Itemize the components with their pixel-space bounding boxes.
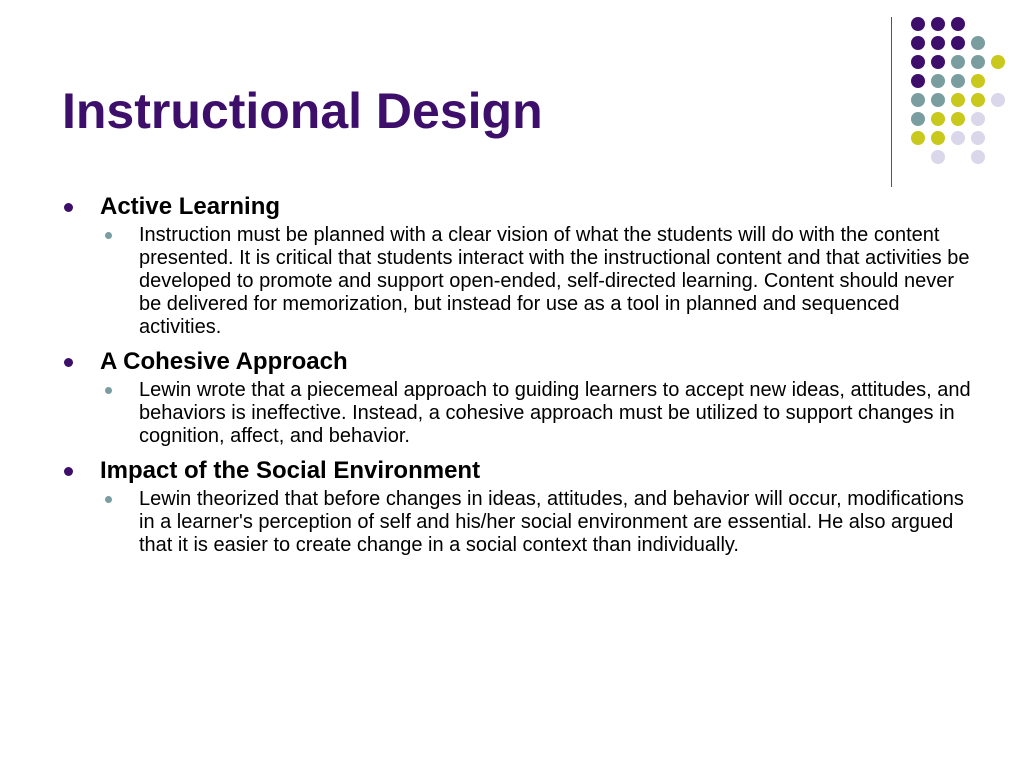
level1-bullet-icon xyxy=(64,358,73,367)
decorative-dot xyxy=(951,55,965,69)
level2-bullet-icon xyxy=(105,387,112,394)
decorative-dot xyxy=(931,55,945,69)
level2-bullet-icon xyxy=(105,232,112,239)
section-body-social-environment xyxy=(62,488,972,557)
decorative-dot xyxy=(971,74,985,88)
decorative-dot xyxy=(971,55,985,69)
level1-bullet-icon xyxy=(64,203,73,212)
slide-title: Instructional Design xyxy=(62,83,543,139)
decorative-dot xyxy=(971,131,985,145)
decorative-dot xyxy=(911,36,925,50)
decorative-dot xyxy=(971,36,985,50)
decorative-dot xyxy=(911,17,925,31)
section-body-text: Lewin theorized that before changes in ideas, attitudes, and behavior will occur, modifications in a learner's perception of self and his/her social environment are essential. He also argued that it is easier to create change in a social context than individually. xyxy=(139,488,964,556)
section-body-cohesive-approach xyxy=(62,379,972,448)
slide-content xyxy=(62,192,972,565)
decorative-dot xyxy=(931,17,945,31)
decorative-dot xyxy=(951,36,965,50)
decorative-divider-line xyxy=(891,17,892,187)
level1-bullet-icon xyxy=(64,467,73,476)
decorative-dot xyxy=(991,55,1005,69)
decorative-dot xyxy=(911,131,925,145)
decorative-dot xyxy=(931,131,945,145)
section-heading-cohesive-approach xyxy=(62,347,972,377)
decorative-dot xyxy=(931,36,945,50)
section-heading-text: Active Learning xyxy=(100,193,281,220)
decorative-dot xyxy=(951,74,965,88)
decorative-dot xyxy=(931,74,945,88)
decorative-dot xyxy=(931,93,945,107)
decorative-dot xyxy=(971,112,985,126)
decorative-dot xyxy=(971,93,985,107)
decorative-dot xyxy=(991,93,1005,107)
section-body-active-learning xyxy=(62,224,972,339)
decorative-dot xyxy=(951,17,965,31)
decorative-dot xyxy=(951,131,965,145)
decorative-dot xyxy=(911,55,925,69)
decorative-dot xyxy=(951,112,965,126)
level2-bullet-icon xyxy=(105,496,112,503)
decorative-dot xyxy=(951,93,965,107)
decorative-dot xyxy=(931,150,945,164)
decorative-dot xyxy=(971,150,985,164)
decorative-dot xyxy=(911,74,925,88)
section-body-text: Instruction must be planned with a clear vision of what the students will do with the content presented. It is critical that students interact with the instructional content and that activities be developed to promote and support open-ended, self-directed learning. Content should never be delivered for memorization, but instead for use as a tool in planned and sequenced activities. xyxy=(139,224,970,338)
section-heading-text: A Cohesive Approach xyxy=(100,348,348,375)
decorative-dot xyxy=(931,112,945,126)
section-heading-social-environment xyxy=(62,456,972,486)
decorative-dot xyxy=(911,93,925,107)
section-heading-text: Impact of the Social Environment xyxy=(100,457,481,484)
section-heading-active-learning xyxy=(62,192,972,222)
decorative-dot xyxy=(911,112,925,126)
decorative-dot-grid xyxy=(909,16,1009,166)
section-body-text: Lewin wrote that a piecemeal approach to guiding learners to accept new ideas, attitudes, and behaviors is ineffective. Instead, a cohesive approach must be utilized to support changes in cognition, affect, and behavior. xyxy=(139,379,971,447)
